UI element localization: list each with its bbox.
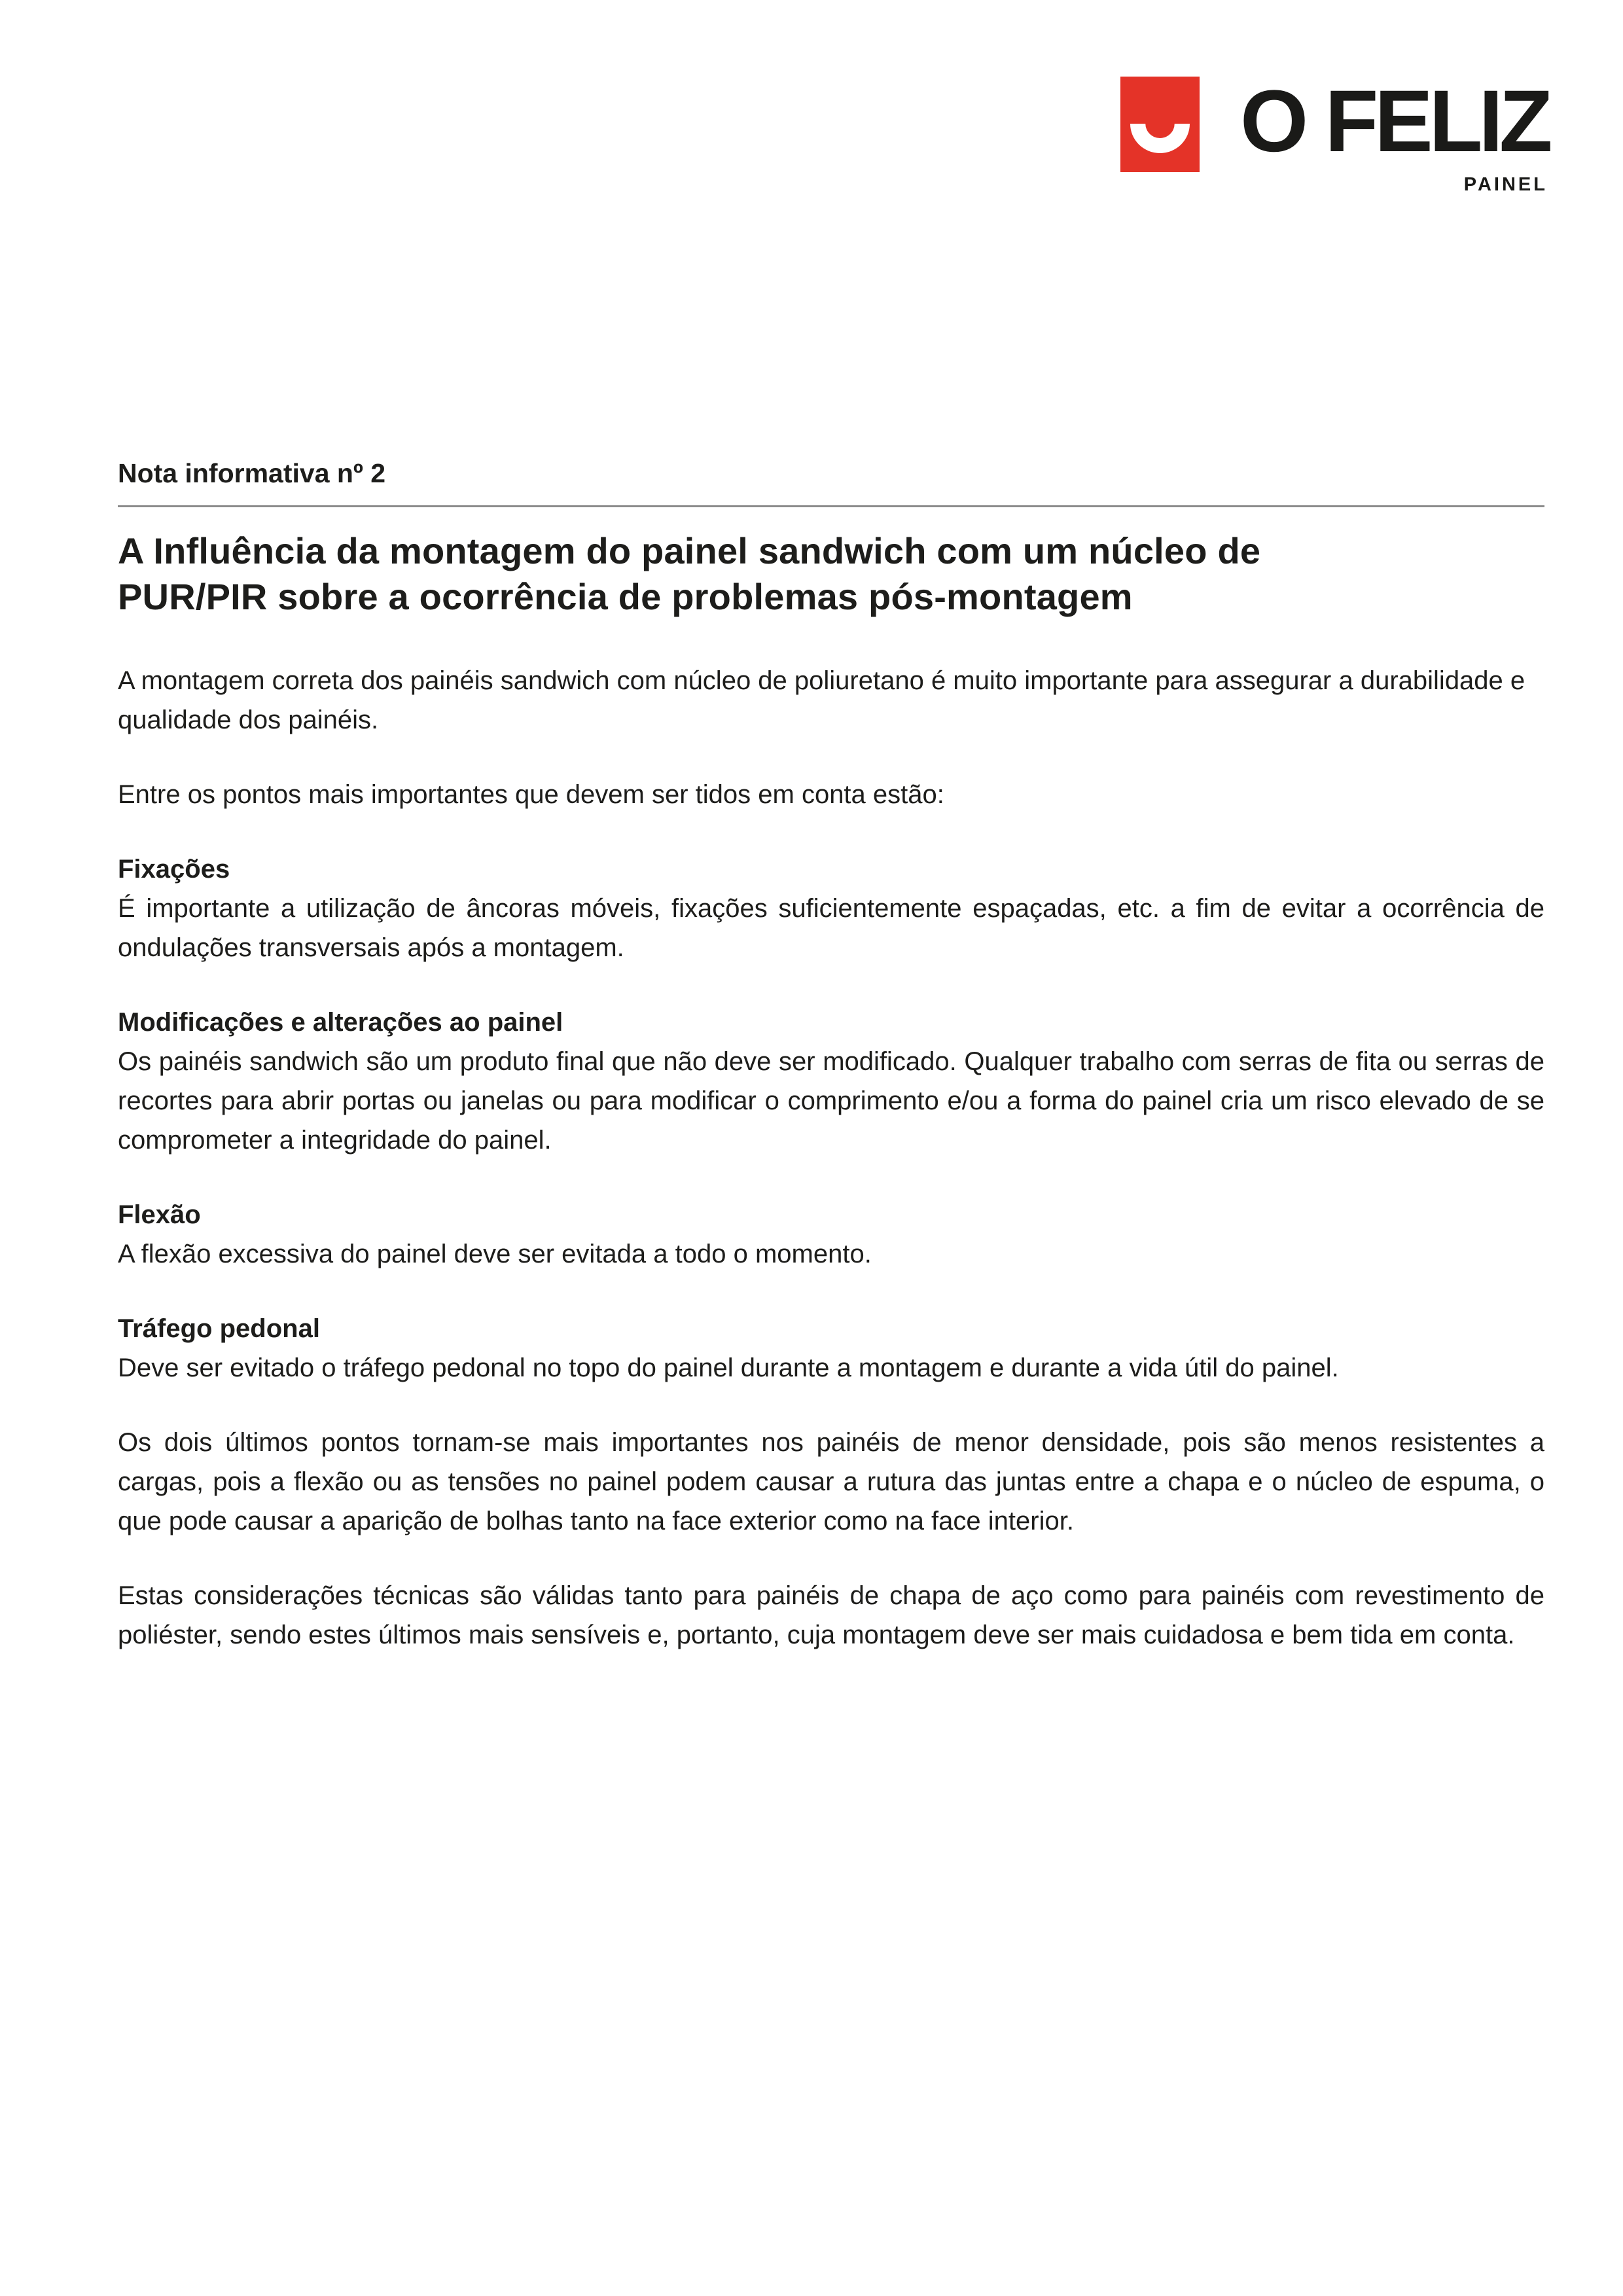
brand-tagline: PAINEL bbox=[1463, 174, 1548, 195]
section-body-flexao: A flexão excessiva do painel deve ser evitada a todo o momento. bbox=[118, 1240, 872, 1268]
horizontal-rule bbox=[118, 505, 1544, 507]
brand-name: O FELIZ bbox=[1240, 73, 1549, 170]
section-heading-flexao: Flexão bbox=[118, 1200, 201, 1229]
section-body-fixacoes: É importante a utilização de âncoras móveis, fixações suficientemente espaçadas, etc. a fim de evitar a ocorrência de ondulações transversais após a montagem. bbox=[118, 894, 1544, 962]
intro-paragraph: A montagem correta dos painéis sandwich com núcleo de poliuretano é muito importante para assegurar a durabilidade e qualidade dos painéis. bbox=[118, 666, 1525, 734]
note-kicker: Nota informativa nº 2 bbox=[118, 458, 386, 488]
closing-paragraph-1: Os dois últimos pontos tornam-se mais importantes nos painéis de menor densidade, pois são menos resistentes a cargas, pois a flexão ou as tensões no painel podem causar a rutura das juntas entre a chapa e o núcleo de espuma, o que pode causar a aparição de bolhas tanto na face exterior como na face interior. bbox=[118, 1428, 1544, 1535]
section-heading-modificacoes: Modificações e alterações ao painel bbox=[118, 1008, 563, 1037]
section-heading-trafego-pedonal: Tráfego pedonal bbox=[118, 1314, 320, 1343]
closing-paragraph-2: Estas considerações técnicas são válidas tanto para painéis de chapa de aço como para painéis com revestimento de poliéster, sendo estes últimos mais sensíveis e, portanto, cuja montagem deve ser mais cuidadosa e bem tida em conta. bbox=[118, 1581, 1544, 1649]
section-body-modificacoes: Os painéis sandwich são um produto final que não deve ser modificado. Qualquer trabalho com serras de fita ou serras de recortes para abrir portas ou janelas ou para modificar o comprimento e/ou a forma do painel cria um risco elevado de se comprometer a integridade do painel. bbox=[118, 1047, 1544, 1155]
page-title-line-1: A Influência da montagem do painel sandwich com um núcleo de bbox=[118, 530, 1261, 571]
lead-in-paragraph: Entre os pontos mais importantes que devem ser tidos em conta estão: bbox=[118, 780, 944, 809]
page-title bbox=[118, 528, 1544, 620]
document-content bbox=[118, 0, 1544, 1655]
section-heading-fixacoes: Fixações bbox=[118, 855, 230, 884]
section-body-trafego-pedonal: Deve ser evitado o tráfego pedonal no topo do painel durante a montagem e durante a vida útil do painel. bbox=[118, 1354, 1339, 1382]
page-title-line-2: PUR/PIR sobre a ocorrência de problemas pós-montagem bbox=[118, 576, 1133, 617]
